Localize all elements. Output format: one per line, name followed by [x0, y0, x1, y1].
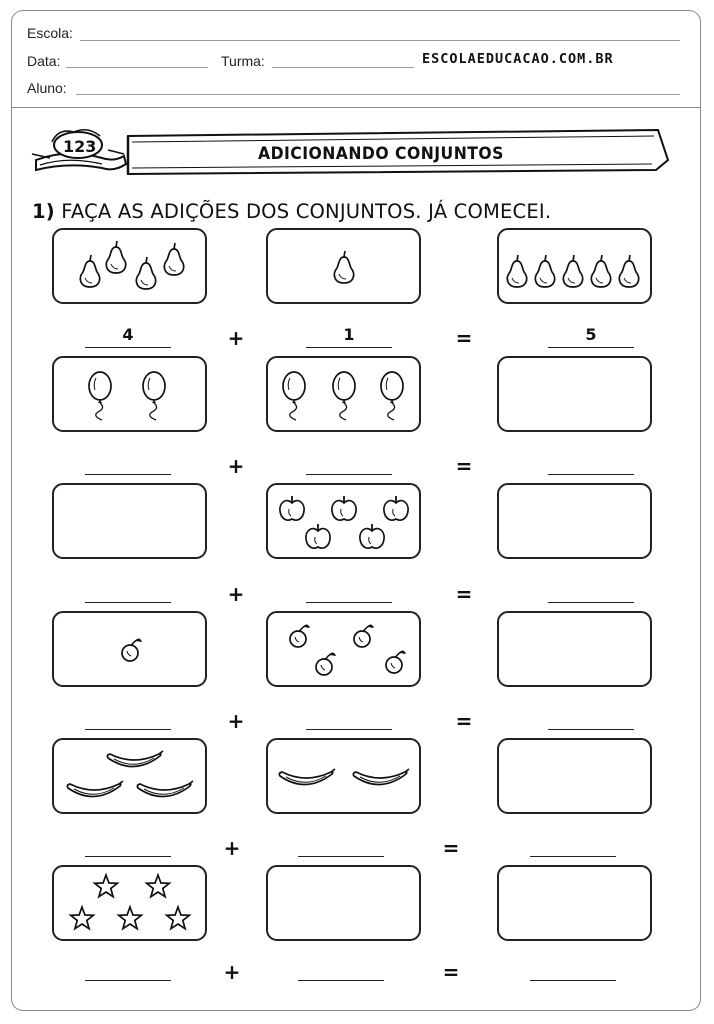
book-with-123-icon	[32, 130, 126, 170]
star-icon	[95, 875, 118, 897]
balloon-icon	[89, 372, 111, 420]
pear-icon	[164, 243, 183, 275]
banana-set	[54, 740, 209, 816]
set-box-r1-a	[52, 228, 207, 304]
pear-icon	[535, 255, 554, 287]
answer-r6-result[interactable]	[530, 958, 616, 981]
balloon-set	[268, 358, 423, 434]
star-icon	[119, 907, 142, 929]
answer-r6-a[interactable]	[85, 958, 171, 981]
cherry-icon	[386, 651, 406, 673]
banana-icon	[67, 781, 123, 797]
set-box-r3-a[interactable]	[52, 483, 207, 559]
set-box-r1-b	[266, 228, 421, 304]
pear-icon	[80, 255, 99, 287]
set-box-r6-b[interactable]	[266, 865, 421, 941]
school-field[interactable]	[80, 40, 680, 41]
answer-r4-result[interactable]	[548, 707, 634, 730]
equals-sign: =	[455, 709, 473, 733]
empty-set	[499, 740, 654, 816]
plus-sign: +	[227, 326, 245, 350]
set-box-r2-a	[52, 356, 207, 432]
apple-icon	[332, 496, 356, 520]
pear-icon	[507, 255, 526, 287]
empty-set	[499, 613, 654, 689]
empty-set	[499, 358, 654, 434]
answer-r4-a[interactable]	[85, 707, 171, 730]
balloon-set	[54, 358, 209, 434]
apple-icon	[306, 524, 330, 548]
answer-r1-b[interactable]: 1	[306, 325, 392, 348]
date-label: Data:	[27, 53, 61, 69]
answer-r3-a[interactable]	[85, 580, 171, 603]
pear-set	[268, 230, 423, 306]
star-set	[54, 867, 209, 943]
answer-r3-b[interactable]	[306, 580, 392, 603]
cherry-icon	[354, 625, 374, 647]
balloon-icon	[381, 372, 403, 420]
apple-icon	[384, 496, 408, 520]
balloon-icon	[333, 372, 355, 420]
cherry-set	[54, 613, 209, 689]
banana-icon	[353, 769, 409, 785]
instruction-text: FAÇA AS ADIÇÕES DOS CONJUNTOS. JÁ COMECEI.	[61, 200, 552, 223]
equals-sign: =	[442, 836, 460, 860]
star-icon	[71, 907, 94, 929]
set-box-r6-a	[52, 865, 207, 941]
set-box-r3-b	[266, 483, 421, 559]
pear-set	[499, 230, 654, 306]
apple-set	[268, 485, 423, 561]
empty-set	[499, 485, 654, 561]
banana-set	[268, 740, 423, 816]
class-field[interactable]	[272, 67, 414, 68]
plus-sign: +	[223, 836, 241, 860]
answer-r4-b[interactable]	[306, 707, 392, 730]
empty-set	[268, 867, 423, 943]
answer-r5-a[interactable]	[85, 834, 171, 857]
set-box-r5-b	[266, 738, 421, 814]
answer-r1-result[interactable]: 5	[548, 325, 634, 348]
set-box-r4-result[interactable]	[497, 611, 652, 687]
pear-icon	[563, 255, 582, 287]
pear-set	[54, 230, 209, 306]
pear-icon	[334, 251, 353, 283]
equals-sign: =	[442, 960, 460, 984]
banana-icon	[107, 751, 163, 767]
answer-r2-b[interactable]	[306, 452, 392, 475]
apple-icon	[280, 496, 304, 520]
student-label: Aluno:	[27, 80, 67, 96]
answer-r2-result[interactable]	[548, 452, 634, 475]
answer-r3-result[interactable]	[548, 580, 634, 603]
cherry-icon	[122, 639, 142, 661]
set-box-r3-result[interactable]	[497, 483, 652, 559]
set-box-r5-a	[52, 738, 207, 814]
set-box-r5-result[interactable]	[497, 738, 652, 814]
instruction-number: 1)	[32, 200, 55, 223]
pear-icon	[136, 257, 155, 289]
class-label: Turma:	[221, 53, 265, 69]
instruction	[32, 200, 551, 223]
student-field[interactable]	[76, 94, 680, 95]
empty-set	[54, 485, 209, 561]
pear-icon	[619, 255, 638, 287]
set-box-r4-a	[52, 611, 207, 687]
answer-r1-a[interactable]: 4	[85, 325, 171, 348]
cherry-set	[268, 613, 423, 689]
balloon-icon	[143, 372, 165, 420]
equals-sign: =	[455, 582, 473, 606]
answer-r5-b[interactable]	[298, 834, 384, 857]
answer-r5-result[interactable]	[530, 834, 616, 857]
banana-icon	[137, 781, 193, 797]
set-box-r6-result[interactable]	[497, 865, 652, 941]
site-name: ESCOLAEDUCACAO.COM.BR	[422, 51, 614, 67]
plus-sign: +	[227, 709, 245, 733]
cherry-icon	[316, 653, 336, 675]
header-divider	[11, 107, 701, 108]
answer-r6-b[interactable]	[298, 958, 384, 981]
plus-sign: +	[227, 454, 245, 478]
pear-icon	[106, 241, 125, 273]
school-label: Escola:	[27, 25, 73, 41]
equals-sign: =	[455, 454, 473, 478]
answer-r2-a[interactable]	[85, 452, 171, 475]
pear-icon	[591, 255, 610, 287]
svg-text:123: 123	[63, 137, 97, 156]
set-box-r2-b	[266, 356, 421, 432]
banana-icon	[279, 769, 335, 785]
equals-sign: =	[455, 326, 473, 350]
set-box-r1-result	[497, 228, 652, 304]
set-box-r2-result[interactable]	[497, 356, 652, 432]
plus-sign: +	[227, 582, 245, 606]
empty-set	[499, 867, 654, 943]
apple-icon	[360, 524, 384, 548]
worksheet-title: ADICIONANDO CONJUNTOS	[258, 144, 504, 164]
plus-sign: +	[223, 960, 241, 984]
balloon-icon	[283, 372, 305, 420]
star-icon	[147, 875, 170, 897]
cherry-icon	[290, 625, 310, 647]
set-box-r4-b	[266, 611, 421, 687]
star-icon	[167, 907, 190, 929]
date-field[interactable]	[66, 67, 208, 68]
